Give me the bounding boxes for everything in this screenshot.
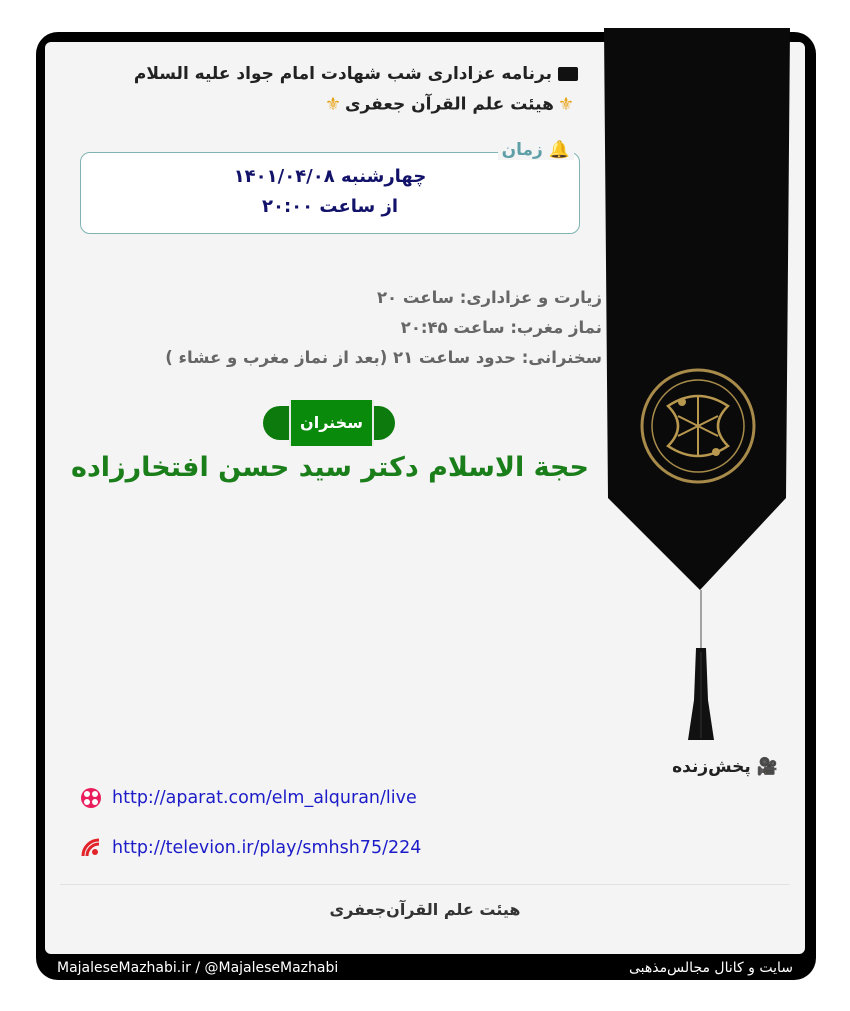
black-square-icon [558,67,578,81]
televion-link[interactable] [80,837,421,859]
live-stream-label [672,757,778,777]
aparat-url[interactable]: http://aparat.com/elm_alquran/live [112,788,417,808]
event-date: چهارشنبه ۱۴۰۱/۰۴/۰۸ [233,166,427,187]
event-start-time: از ساعت ۲۰:۰۰ [261,196,399,217]
aparat-link[interactable] [80,787,417,809]
video-camera-icon: 🎥 [756,757,778,777]
program-title-text: برنامه عزاداری شب شهادت امام جواد علیه السلام [133,64,552,84]
mourning-banner-image [604,28,790,594]
speaker-badge: سخنران [289,400,374,446]
fleur-de-lis-icon: ⚜ [324,94,341,115]
time-label-text: زمان [501,140,543,160]
televion-url[interactable]: http://televion.ir/play/smhsh75/224 [112,838,422,858]
bottom-strip [45,956,805,980]
organizer-title-text: هیئت علم القرآن جعفری [344,94,554,115]
televion-icon [80,837,102,859]
bell-icon: 🔔 [548,140,570,160]
program-title [134,64,578,84]
organizer-title [321,94,578,115]
live-stream-label-text: پخش‌زنده [672,757,751,777]
time-label [498,140,574,160]
organizer-footer: هیئت علم القرآن‌جعفری [329,900,521,919]
site-and-channel-caption: سایت و کانال مجالس‌مذهبی [628,960,793,976]
schedule-item: زیارت و عزاداری: ساعت ۲۰ [376,288,602,307]
site-and-channel-handle[interactable]: MajaleseMazhabi.ir / @MajaleseMazhabi [57,960,339,976]
schedule-item: سخنرانی: حدود ساعت ۲۱ (بعد از نماز مغرب و عشاء ) [165,348,602,367]
time-box [80,152,580,234]
speaker-name: حجة الاسلام دکتر سید حسن افتخارزاده [71,452,589,483]
divider [60,884,790,885]
schedule-item: نماز مغرب: ساعت ۲۰:۴۵ [400,318,602,337]
tassel-image [684,590,718,750]
aparat-icon [80,787,102,809]
fleur-de-lis-icon: ⚜ [557,94,574,115]
